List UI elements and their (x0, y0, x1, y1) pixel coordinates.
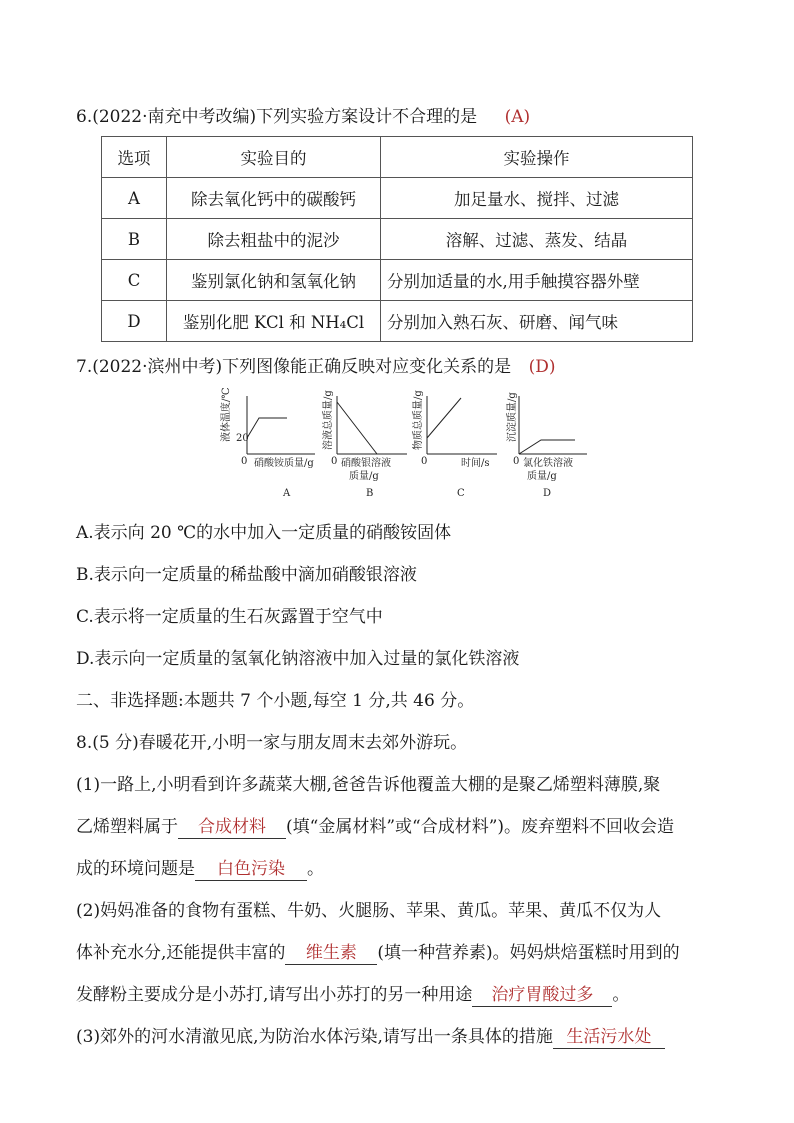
section-heading: 二、非选择题:本题共 7 个小题,每空 1 分,共 46 分。 (76, 691, 475, 711)
q8-p3-line1 (76, 1026, 665, 1049)
graph-a-y20: 20 (236, 433, 249, 444)
q6-answer: (A) (504, 107, 531, 127)
graph-b-ylabel: 溶液总质量/g (323, 390, 334, 450)
q8-p1-text-a: 乙烯塑料属于 (76, 817, 178, 837)
graph-d-xlabel1: 氯化铁溶液 (523, 458, 573, 469)
graph-a-origin: 0 (241, 456, 248, 467)
header-operation: 实验操作 (381, 137, 693, 178)
q8-p1-line3 (76, 858, 324, 881)
q7-option-c: C.表示将一定质量的生石灰露置于空气中 (76, 607, 383, 627)
q8-p2-line3 (76, 984, 629, 1007)
q8-p1-line1: (1)一路上,小明看到许多蔬菜大棚,爸爸告诉他覆盖大棚的是聚乙烯塑料薄膜,聚 (76, 775, 661, 795)
answer-blank: 治疗胃酸过多 (472, 984, 612, 1007)
row-purpose: 除去粗盐中的泥沙 (167, 219, 381, 260)
row-option: C (102, 260, 167, 301)
graph-b-origin: 0 (331, 456, 338, 467)
header-option: 选项 (102, 137, 167, 178)
table-row (102, 219, 693, 260)
header-purpose: 实验目的 (167, 137, 381, 178)
answer-blank: 维生素 (285, 942, 377, 965)
q7-option-b: B.表示向一定质量的稀盐酸中滴加硝酸银溶液 (76, 565, 417, 585)
graph-a-xlabel: 硝酸铵质量/g (254, 458, 314, 469)
row-operation: 加足量水、搅拌、过滤 (381, 178, 693, 219)
q7-answer: (D) (528, 357, 556, 377)
graph-d-origin: 0 (513, 456, 520, 467)
graph-c-origin: 0 (421, 456, 428, 467)
q8-p2-text-c: 发酵粉主要成分是小苏打,请写出小苏打的另一种用途 (76, 985, 473, 1005)
answer-blank: 合成材料 (178, 816, 286, 839)
q7-stem: 7.(2022·滨州中考)下列图像能正确反映对应变化关系的是 (76, 357, 512, 377)
q8-p2-line2 (76, 942, 680, 965)
row-operation: 溶解、过滤、蒸发、结晶 (381, 219, 693, 260)
q8-p2-text-b: (填一种营养素)。妈妈烘焙蛋糕时用到的 (377, 943, 680, 963)
graph-a (219, 387, 315, 499)
q7-stem-line (76, 356, 555, 378)
q8-p2-text-a: 体补充水分,还能提供丰富的 (76, 943, 286, 963)
graph-c-xlabel: 时间/s (461, 458, 490, 469)
q7-option-d: D.表示向一定质量的氢氧化钠溶液中加入过量的氯化铁溶液 (76, 649, 520, 669)
graph-b-xlabel2: 质量/g (349, 471, 379, 482)
q8-p1-line2 (76, 816, 674, 839)
graph-d-xlabel2: 质量/g (527, 471, 557, 482)
graph-c-ylabel: 物质总质量/g (413, 390, 424, 450)
graph-c-tag: C (457, 488, 465, 499)
row-purpose: 鉴别氯化钠和氢氧化钠 (167, 260, 381, 301)
q8-p2-text-d: 。 (612, 985, 630, 1005)
graph-d-ylabel: 沉淀质量/g (507, 392, 518, 442)
graph-d-tag: D (543, 488, 552, 499)
graph-b-tag: B (366, 488, 374, 499)
row-option: A (102, 178, 167, 219)
table-header-row (102, 137, 693, 178)
row-operation: 分别加适量的水,用手触摸容器外壁 (381, 260, 693, 301)
q6-stem-line (76, 106, 530, 128)
table-row (102, 301, 693, 342)
graph-a-tag: A (283, 488, 291, 499)
table-row (102, 260, 693, 301)
graph-b (321, 390, 407, 499)
q6-stem: 6.(2022·南充中考改编)下列实验方案设计不合理的是 (76, 107, 478, 127)
row-purpose: 鉴别化肥 KCl 和 NH₄Cl (167, 301, 381, 342)
graph-a-ylabel: 液体温度/℃ (221, 387, 232, 442)
q7-option-a: A.表示向 20 ℃的水中加入一定质量的硝酸铵固体 (76, 523, 452, 543)
row-purpose: 除去氧化钙中的碳酸钙 (167, 178, 381, 219)
q8-p3-text-a: (3)郊外的河水清澈见底,为防治水体污染,请写出一条具体的措施 (76, 1027, 553, 1047)
answer-blank: 白色污染 (195, 858, 307, 881)
q6-table (101, 136, 693, 342)
answer-blank: 生活污水处 (553, 1026, 665, 1049)
table-row (102, 178, 693, 219)
graph-d (505, 392, 587, 499)
graph-b-xlabel1: 硝酸银溶液 (341, 458, 391, 469)
q8-p1-text-b: (填“金属材料”或“合成材料”)。废弃塑料不回收会造 (286, 817, 675, 837)
q8-stem: 8.(5 分)春暖花开,小明一家与朋友周末去郊外游玩。 (76, 733, 468, 753)
graph-c (411, 390, 497, 499)
row-operation: 分别加入熟石灰、研磨、闻气味 (381, 301, 693, 342)
q7-graphs (221, 387, 595, 500)
q8-p1-text-d: 。 (307, 859, 324, 879)
q8-p1-text-c: 成的环境问题是 (76, 859, 195, 879)
q8-p2-line1: (2)妈妈准备的食物有蛋糕、牛奶、火腿肠、苹果、黄瓜。苹果、黄瓜不仅为人 (76, 901, 662, 921)
row-option: D (102, 301, 167, 342)
row-option: B (102, 219, 167, 260)
